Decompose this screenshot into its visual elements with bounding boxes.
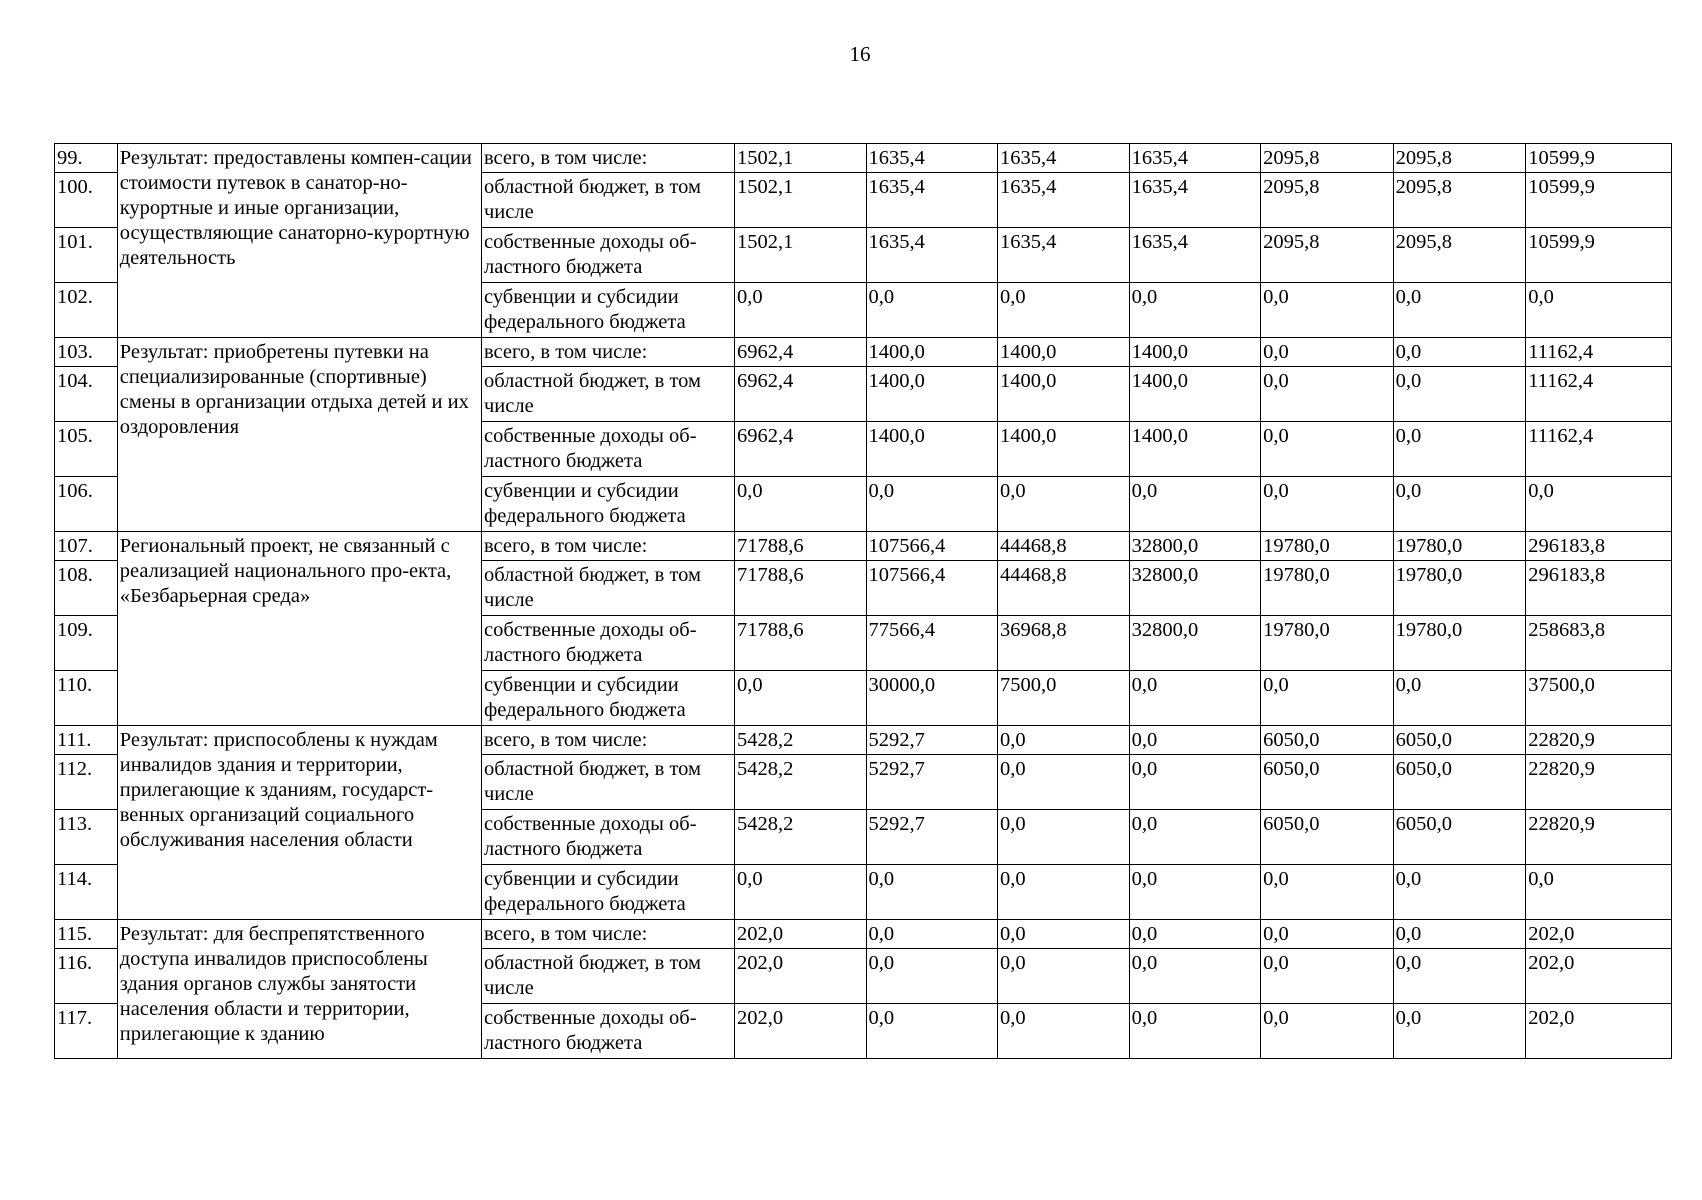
funding-source-label: всего, в том числе: (482, 338, 735, 367)
value-cell: 0,0 (1393, 920, 1526, 949)
value-cell: 0,0 (866, 949, 998, 1004)
value-cell: 0,0 (1261, 367, 1394, 422)
value-cell: 19780,0 (1261, 616, 1394, 671)
value-cell: 0,0 (1261, 920, 1394, 949)
value-cell: 5428,2 (734, 755, 866, 810)
value-cell: 5428,2 (734, 810, 866, 865)
value-cell: 30000,0 (866, 671, 998, 726)
value-cell: 0,0 (1393, 671, 1526, 726)
value-cell: 1502,1 (734, 173, 866, 228)
value-cell: 7500,0 (998, 671, 1130, 726)
value-cell: 1635,4 (998, 173, 1130, 228)
total-value-cell: 296183,8 (1526, 561, 1672, 616)
value-cell: 1502,1 (734, 228, 866, 283)
row-number: 100. (55, 173, 118, 228)
value-cell: 6962,4 (734, 338, 866, 367)
value-cell: 0,0 (1129, 920, 1261, 949)
value-cell: 1635,4 (1129, 173, 1261, 228)
value-cell: 0,0 (1261, 949, 1394, 1004)
funding-source-label: собственные доходы об-ластного бюджета (482, 422, 735, 477)
value-cell: 5292,7 (866, 755, 998, 810)
value-cell: 0,0 (1393, 477, 1526, 532)
group-description: Результат: приобретены путевки на специализированные (спортивные) смены в организации отдыха детей и их оздоровления (117, 338, 481, 532)
row-number: 113. (55, 810, 118, 865)
table-row (55, 920, 1672, 949)
value-cell: 0,0 (1393, 367, 1526, 422)
value-cell: 0,0 (734, 477, 866, 532)
funding-source-label: областной бюджет, в том числе (482, 367, 735, 422)
total-value-cell: 22820,9 (1526, 810, 1672, 865)
funding-source-label: собственные доходы об-ластного бюджета (482, 228, 735, 283)
group-description: Результат: предоставлены компен-сации стоимости путевок в санатор-но-курортные и иные организации, осуществляющие санаторно-курортную деятельность (117, 144, 481, 338)
total-value-cell: 202,0 (1526, 949, 1672, 1004)
value-cell: 19780,0 (1393, 561, 1526, 616)
value-cell: 0,0 (998, 920, 1130, 949)
value-cell: 0,0 (734, 671, 866, 726)
value-cell: 2095,8 (1393, 144, 1526, 173)
total-value-cell: 0,0 (1526, 283, 1672, 338)
value-cell: 0,0 (1129, 671, 1261, 726)
value-cell: 5428,2 (734, 726, 866, 755)
value-cell: 1635,4 (866, 228, 998, 283)
funding-source-label: всего, в том числе: (482, 532, 735, 561)
value-cell: 5292,7 (866, 726, 998, 755)
total-value-cell: 22820,9 (1526, 755, 1672, 810)
value-cell: 19780,0 (1261, 561, 1394, 616)
value-cell: 5292,7 (866, 810, 998, 865)
row-number: 114. (55, 865, 118, 920)
total-value-cell: 0,0 (1526, 865, 1672, 920)
row-number: 103. (55, 338, 118, 367)
row-number: 110. (55, 671, 118, 726)
value-cell: 1400,0 (1129, 338, 1261, 367)
total-value-cell: 11162,4 (1526, 367, 1672, 422)
value-cell: 0,0 (1261, 477, 1394, 532)
value-cell: 1400,0 (998, 367, 1130, 422)
value-cell: 44468,8 (998, 532, 1130, 561)
value-cell: 1635,4 (998, 228, 1130, 283)
total-value-cell: 37500,0 (1526, 671, 1672, 726)
value-cell: 0,0 (1261, 338, 1394, 367)
value-cell: 2095,8 (1261, 228, 1394, 283)
value-cell: 1400,0 (998, 338, 1130, 367)
value-cell: 6050,0 (1261, 755, 1394, 810)
funding-source-label: всего, в том числе: (482, 726, 735, 755)
value-cell: 32800,0 (1129, 561, 1261, 616)
funding-source-label: субвенции и субсидии федерального бюджета (482, 671, 735, 726)
row-number: 104. (55, 367, 118, 422)
value-cell: 2095,8 (1261, 144, 1394, 173)
value-cell: 1400,0 (1129, 367, 1261, 422)
value-cell: 0,0 (1393, 865, 1526, 920)
row-number: 106. (55, 477, 118, 532)
funding-source-label: субвенции и субсидии федерального бюджета (482, 283, 735, 338)
row-number: 108. (55, 561, 118, 616)
row-number: 101. (55, 228, 118, 283)
total-value-cell: 202,0 (1526, 920, 1672, 949)
value-cell: 0,0 (1129, 477, 1261, 532)
value-cell: 0,0 (1261, 671, 1394, 726)
value-cell: 0,0 (1393, 283, 1526, 338)
total-value-cell: 10599,9 (1526, 228, 1672, 283)
value-cell: 1635,4 (998, 144, 1130, 173)
value-cell: 6050,0 (1393, 810, 1526, 865)
value-cell: 0,0 (1129, 865, 1261, 920)
page-number: 16 (849, 42, 871, 66)
funding-source-label: субвенции и субсидии федерального бюджета (482, 477, 735, 532)
funding-source-label: областной бюджет, в том числе (482, 561, 735, 616)
value-cell: 2095,8 (1261, 173, 1394, 228)
total-value-cell: 296183,8 (1526, 532, 1672, 561)
value-cell: 202,0 (734, 949, 866, 1004)
value-cell: 6962,4 (734, 422, 866, 477)
funding-source-label: собственные доходы об-ластного бюджета (482, 616, 735, 671)
value-cell: 0,0 (1129, 810, 1261, 865)
value-cell: 1400,0 (1129, 422, 1261, 477)
total-value-cell: 10599,9 (1526, 144, 1672, 173)
value-cell: 1635,4 (866, 173, 998, 228)
row-number: 116. (55, 949, 118, 1004)
value-cell: 32800,0 (1129, 532, 1261, 561)
row-number: 117. (55, 1004, 118, 1059)
funding-source-label: всего, в том числе: (482, 920, 735, 949)
value-cell: 0,0 (866, 477, 998, 532)
value-cell: 19780,0 (1393, 616, 1526, 671)
total-value-cell: 258683,8 (1526, 616, 1672, 671)
value-cell: 0,0 (1129, 726, 1261, 755)
row-number: 107. (55, 532, 118, 561)
value-cell: 2095,8 (1393, 228, 1526, 283)
value-cell: 1400,0 (866, 422, 998, 477)
value-cell: 0,0 (998, 755, 1130, 810)
total-value-cell: 10599,9 (1526, 173, 1672, 228)
value-cell: 71788,6 (734, 532, 866, 561)
value-cell: 1400,0 (866, 338, 998, 367)
value-cell: 36968,8 (998, 616, 1130, 671)
total-value-cell: 202,0 (1526, 1004, 1672, 1059)
funding-source-label: областной бюджет, в том числе (482, 173, 735, 228)
value-cell: 1400,0 (998, 422, 1130, 477)
value-cell: 0,0 (734, 865, 866, 920)
value-cell: 0,0 (998, 726, 1130, 755)
funding-source-label: субвенции и субсидии федерального бюджета (482, 865, 735, 920)
value-cell: 6050,0 (1261, 726, 1394, 755)
total-value-cell: 11162,4 (1526, 422, 1672, 477)
value-cell: 6050,0 (1261, 810, 1394, 865)
value-cell: 0,0 (1129, 949, 1261, 1004)
value-cell: 0,0 (1261, 283, 1394, 338)
value-cell: 0,0 (1261, 422, 1394, 477)
value-cell: 0,0 (998, 949, 1130, 1004)
value-cell: 0,0 (1393, 949, 1526, 1004)
group-description: Результат: приспособлены к нуждам инвалидов здания и территории, прилегающие к зданиям, государст-венных организаций социального обслуживания населения области (117, 726, 481, 920)
value-cell: 0,0 (998, 810, 1130, 865)
value-cell: 44468,8 (998, 561, 1130, 616)
value-cell: 0,0 (1393, 338, 1526, 367)
value-cell: 77566,4 (866, 616, 998, 671)
budget-table (54, 143, 1672, 1059)
row-number: 115. (55, 920, 118, 949)
value-cell: 6962,4 (734, 367, 866, 422)
value-cell: 0,0 (866, 865, 998, 920)
table-body (55, 144, 1672, 1059)
table-row (55, 338, 1672, 367)
value-cell: 32800,0 (1129, 616, 1261, 671)
value-cell: 1635,4 (1129, 144, 1261, 173)
value-cell: 202,0 (734, 920, 866, 949)
total-value-cell: 0,0 (1526, 477, 1672, 532)
value-cell: 0,0 (866, 1004, 998, 1059)
value-cell: 0,0 (1261, 1004, 1394, 1059)
funding-source-label: областной бюджет, в том числе (482, 755, 735, 810)
value-cell: 0,0 (1129, 283, 1261, 338)
table-row (55, 144, 1672, 173)
value-cell: 0,0 (1393, 422, 1526, 477)
table-row (55, 726, 1672, 755)
value-cell: 0,0 (1129, 755, 1261, 810)
value-cell: 1400,0 (866, 367, 998, 422)
value-cell: 1635,4 (1129, 228, 1261, 283)
total-value-cell: 22820,9 (1526, 726, 1672, 755)
row-number: 105. (55, 422, 118, 477)
total-value-cell: 11162,4 (1526, 338, 1672, 367)
row-number: 112. (55, 755, 118, 810)
funding-source-label: собственные доходы об-ластного бюджета (482, 1004, 735, 1059)
value-cell: 0,0 (1393, 1004, 1526, 1059)
value-cell: 0,0 (866, 283, 998, 338)
table-row (55, 532, 1672, 561)
value-cell: 19780,0 (1261, 532, 1394, 561)
row-number: 99. (55, 144, 118, 173)
value-cell: 6050,0 (1393, 726, 1526, 755)
funding-source-label: собственные доходы об-ластного бюджета (482, 810, 735, 865)
value-cell: 107566,4 (866, 532, 998, 561)
value-cell: 6050,0 (1393, 755, 1526, 810)
value-cell: 0,0 (998, 865, 1130, 920)
value-cell: 71788,6 (734, 616, 866, 671)
funding-source-label: областной бюджет, в том числе (482, 949, 735, 1004)
value-cell: 0,0 (998, 283, 1130, 338)
row-number: 109. (55, 616, 118, 671)
value-cell: 0,0 (998, 1004, 1130, 1059)
funding-source-label: всего, в том числе: (482, 144, 735, 173)
value-cell: 71788,6 (734, 561, 866, 616)
value-cell: 107566,4 (866, 561, 998, 616)
value-cell: 1502,1 (734, 144, 866, 173)
value-cell: 0,0 (998, 477, 1130, 532)
value-cell: 2095,8 (1393, 173, 1526, 228)
value-cell: 0,0 (1129, 1004, 1261, 1059)
row-number: 111. (55, 726, 118, 755)
value-cell: 1635,4 (866, 144, 998, 173)
row-number: 102. (55, 283, 118, 338)
value-cell: 0,0 (866, 920, 998, 949)
group-description: Региональный проект, не связанный с реализацией национального про-екта, «Безбарьерная среда» (117, 532, 481, 726)
value-cell: 0,0 (734, 283, 866, 338)
value-cell: 202,0 (734, 1004, 866, 1059)
value-cell: 19780,0 (1393, 532, 1526, 561)
value-cell: 0,0 (1261, 865, 1394, 920)
group-description: Результат: для беспрепятственного доступа инвалидов приспособлены здания органов службы занятости населения области и территории, прилегающие к зданию (117, 920, 481, 1059)
